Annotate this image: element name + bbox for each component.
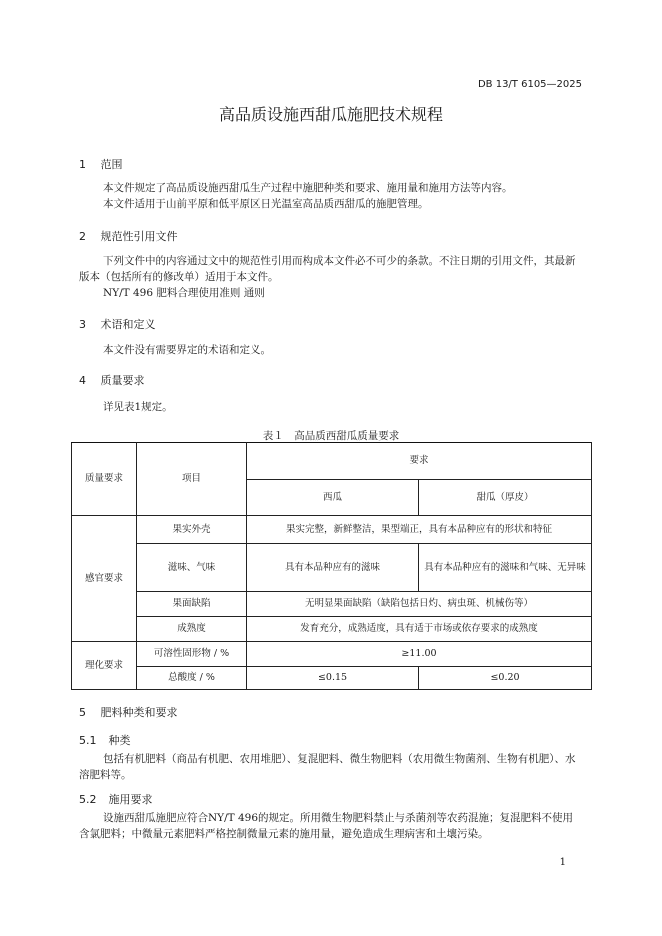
table-cell-item: 成熟度 [137, 617, 247, 642]
section-number: 1 [79, 158, 86, 171]
table-header-item: 项目 [137, 443, 247, 516]
table-cell-value: ≤0.20 [419, 667, 592, 690]
table-cell-item: 总酸度 / % [137, 667, 247, 690]
table-header-requirement: 要求 [247, 443, 592, 480]
section-number: 2 [79, 230, 86, 243]
section-number: 4 [79, 374, 86, 387]
table-group-physchem: 理化要求 [72, 642, 137, 690]
section-5-2-paragraph: 设施西甜瓜施肥应符合NY/T 496的规定。所用微生物肥料禁止与杀菌剂等农药混施；复混肥料不使用含氯肥料；中微量元素肥料严格控制微量元素的施用量，避免造成生理病害和土壤污染。 [79, 812, 574, 840]
table-cell-item: 可溶性固形物 / % [137, 642, 247, 667]
page-number: 1 [559, 857, 566, 868]
section-2-heading [79, 228, 178, 244]
standard-code: DB 13/T 6105—2025 [477, 79, 582, 90]
table-cell-value: 果实完整，新鲜整洁，果型端正，具有本品种应有的形状和特征 [247, 516, 592, 544]
table-group-sensory: 感官要求 [72, 516, 137, 642]
table-header-melon: 甜瓜（厚皮） [419, 480, 592, 516]
section-title: 规范性引用文件 [100, 230, 178, 243]
section-number: 5 [79, 706, 86, 719]
section-1-paragraph-2: 本文件适用于山前平原和低平原区日光温室高品质西甜瓜的施肥管理。 [103, 198, 429, 210]
table-cell-value: ≥11.00 [247, 642, 592, 667]
document-title: 高品质设施西甜瓜施肥技术规程 [218, 105, 443, 124]
quality-requirements-table [71, 442, 592, 690]
section-2-reference: NY/T 496 肥料合理使用准则 通则 [103, 287, 265, 299]
section-5-1-paragraph: 包括有机肥料（商品有机肥、农用堆肥）、复混肥料、微生物肥料（农用微生物菌剂、生物有机肥）、水溶肥料等。 [79, 753, 576, 781]
table-header-quality: 质量要求 [72, 443, 137, 516]
section-title: 范围 [100, 158, 123, 171]
table-cell-value: 无明显果面缺陷（缺陷包括日灼、病虫斑、机械伤等） [247, 592, 592, 617]
table-cell-item: 滋味、气味 [137, 544, 247, 592]
section-title: 质量要求 [100, 374, 145, 387]
section-number: 3 [79, 318, 86, 331]
table-cell-value: 具有本品种应有的滋味和气味、无异味 [419, 544, 592, 592]
table-caption: 表１ 高品质西甜瓜质量要求 [262, 430, 400, 442]
section-5-heading [79, 704, 178, 720]
table-cell-value: ≤0.15 [247, 667, 419, 690]
section-number: 5.2 [79, 793, 97, 806]
table-header-watermelon: 西瓜 [247, 480, 419, 516]
section-number: 5.1 [79, 734, 97, 747]
section-2-paragraph-1: 下列文件中的内容通过文中的规范性引用而构成本文件必不可少的条款。不注日期的引用文件，其最新版本（包括所有的修改单）适用于本文件。 [79, 255, 576, 283]
table-cell-value: 发育充分，成熟适度，具有适于市场或依存要求的成熟度 [247, 617, 592, 642]
section-title: 肥料种类和要求 [100, 706, 178, 719]
section-5-2-heading [79, 791, 153, 807]
section-4-paragraph-1: 详见表1规定。 [103, 401, 173, 413]
section-5-1-heading [79, 732, 131, 748]
section-4-heading [79, 372, 145, 388]
section-title: 施用要求 [108, 793, 153, 806]
table-cell-item: 果面缺陷 [137, 592, 247, 617]
section-1-paragraph-1: 本文件规定了高品质设施西甜瓜生产过程中施肥种类和要求、施用量和施用方法等内容。 [103, 182, 513, 194]
section-3-paragraph-1: 本文件没有需要界定的术语和定义。 [103, 344, 271, 356]
table-cell-value: 具有本品种应有的滋味 [247, 544, 419, 592]
section-1-heading [79, 156, 123, 172]
section-title: 种类 [108, 734, 131, 747]
section-title: 术语和定义 [100, 318, 156, 331]
section-3-heading [79, 316, 156, 332]
table-cell-item: 果实外壳 [137, 516, 247, 544]
